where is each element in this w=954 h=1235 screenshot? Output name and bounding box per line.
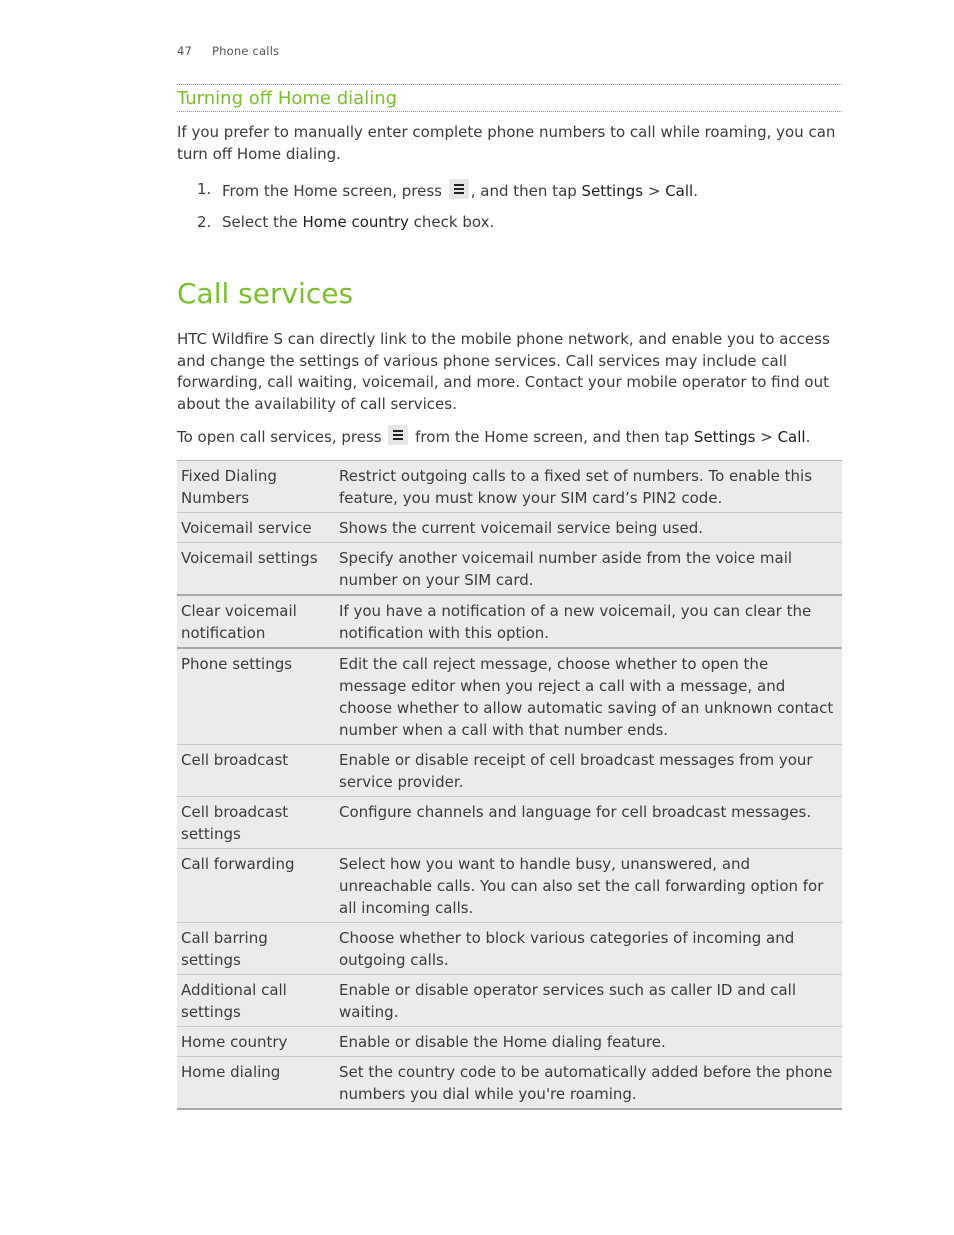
service-description: Select how you want to handle busy, unanswered, and unreachable calls. You can also set the call forwarding option for all incoming calls. — [335, 849, 842, 923]
instruction-separator: > — [755, 428, 778, 446]
table-row — [177, 923, 842, 975]
running-header — [177, 44, 279, 58]
step-number: 2. — [197, 213, 212, 231]
step-end: . — [693, 182, 698, 200]
ui-term-call: Call — [665, 182, 694, 200]
step-number: 1. — [197, 180, 212, 198]
service-description: Specify another voicemail number aside from the voice mail number on your SIM card. — [335, 543, 842, 596]
menu-icon — [388, 425, 408, 445]
service-name: Additional call settings — [177, 975, 335, 1027]
table-row — [177, 1027, 842, 1057]
service-name: Voicemail settings — [177, 543, 335, 596]
table-row — [177, 513, 842, 543]
service-description: Choose whether to block various categories of incoming and outgoing calls. — [335, 923, 842, 975]
service-description: Set the country code to be automatically added before the phone numbers you dial while you're roaming. — [339, 1063, 833, 1103]
ui-term-home-country: Home country — [302, 213, 409, 231]
home-dialing-steps — [177, 179, 842, 234]
call-services-intro: HTC Wildfire S can directly link to the mobile phone network, and enable you to access and change the settings of various phone services. Call services may include call forwarding, call waiting, voicemail, and more. Contact your mobile operator to find out about the availability of call services. — [177, 330, 830, 413]
service-name: Cell broadcast settings — [177, 797, 335, 849]
menu-icon — [449, 179, 469, 199]
service-name: Cell broadcast — [177, 745, 335, 797]
table-row — [177, 461, 842, 513]
table-row — [177, 648, 842, 745]
step-text: check box. — [408, 213, 495, 231]
ui-term-settings: Settings — [581, 182, 644, 200]
step-1 — [177, 179, 842, 203]
step-text: , and then tap — [470, 182, 582, 200]
instruction-text: from the Home screen, and then tap — [410, 428, 694, 446]
step-text: Select the — [222, 213, 303, 231]
step-text: From the Home screen, press — [222, 182, 447, 200]
service-name: Call barring settings — [177, 923, 335, 975]
service-description: Enable or disable the Home dialing feature. — [335, 1027, 842, 1057]
service-name: Home country — [177, 1027, 335, 1057]
table-row — [177, 797, 842, 849]
service-description: Shows the current voicemail service being used. — [335, 513, 842, 543]
service-description: Configure channels and language for cell broadcast messages. — [335, 797, 842, 849]
table-row — [177, 1057, 842, 1110]
home-dialing-intro: If you prefer to manually enter complete phone numbers to call while roaming, you can turn off Home dialing. — [177, 123, 836, 163]
call-services-table — [177, 460, 842, 1110]
table-row — [177, 543, 842, 596]
table-row — [177, 849, 842, 923]
section-name: Phone calls — [212, 44, 280, 58]
table-row — [177, 975, 842, 1027]
service-name: Phone settings — [177, 648, 335, 745]
service-description: Enable or disable receipt of cell broadcast messages from your service provider. — [335, 745, 842, 797]
table-row — [177, 745, 842, 797]
page-number: 47 — [177, 44, 193, 58]
service-name: Home dialing — [181, 1063, 281, 1081]
instruction-end: . — [805, 428, 811, 446]
call-services-heading: Call services — [177, 277, 354, 310]
instruction-text: To open call services, press — [177, 428, 387, 446]
service-name: Fixed Dialing Numbers — [177, 461, 335, 513]
ui-term-call: Call — [777, 428, 806, 446]
step-separator: > — [643, 182, 666, 200]
service-name: Call forwarding — [177, 849, 335, 923]
service-description: If you have a notification of a new voicemail, you can clear the notification with this option. — [335, 595, 842, 648]
service-name: Clear voicemail notification — [177, 595, 335, 648]
step-2 — [177, 212, 842, 234]
table-row — [177, 595, 842, 648]
ui-term-settings: Settings — [693, 428, 756, 446]
call-services-instructions — [177, 425, 845, 449]
service-description: Edit the call reject message, choose whether to open the message editor when you reject a call with a message, and choose whether to allow automatic saving of an unknown contact number when a call with that number ends. — [335, 648, 842, 745]
home-dialing-section — [177, 84, 842, 243]
home-dialing-heading: Turning off Home dialing — [177, 84, 842, 112]
service-description: Enable or disable operator services such as caller ID and call waiting. — [335, 975, 842, 1027]
service-name: Voicemail service — [177, 513, 335, 543]
service-description: Restrict outgoing calls to a fixed set of numbers. To enable this feature, you must know your SIM card’s PIN2 code. — [335, 461, 842, 513]
